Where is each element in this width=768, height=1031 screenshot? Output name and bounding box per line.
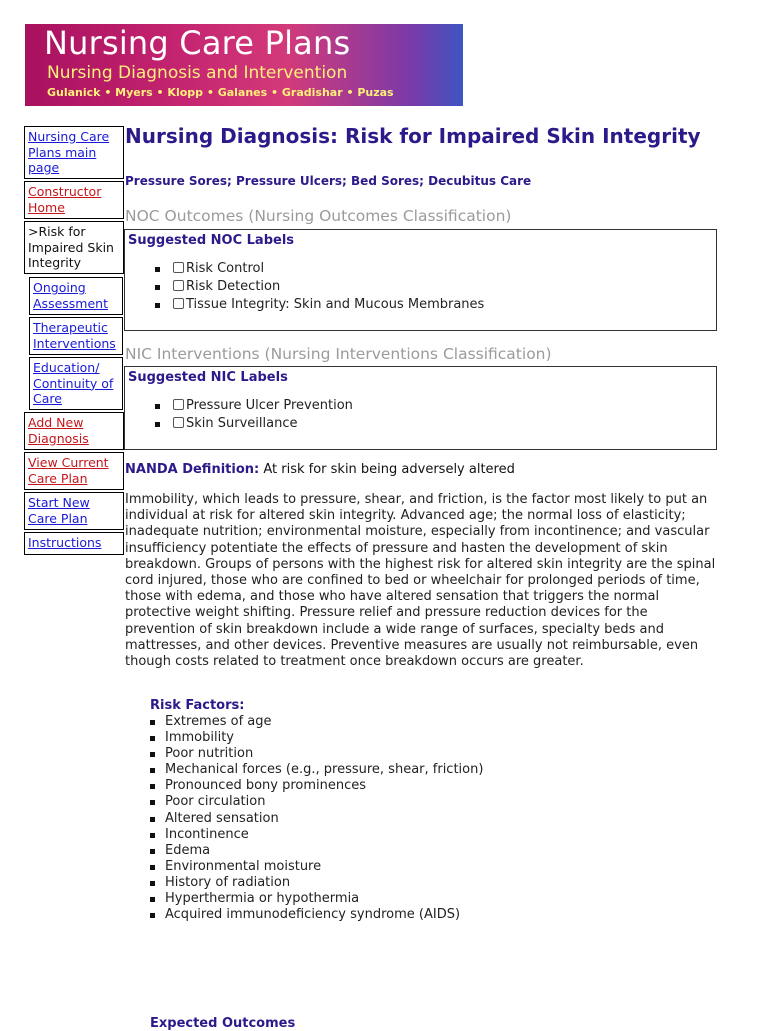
list-item: History of radiation [150, 875, 483, 891]
page-title: Nursing Diagnosis: Risk for Impaired Skin Integrity [125, 124, 701, 148]
nanda-label: NANDA Definition: [125, 462, 260, 477]
sidebar-item-start-new[interactable] [24, 492, 124, 530]
banner-logo [25, 24, 463, 106]
nic-list [125, 397, 353, 433]
instructions-link[interactable]: Instructions [28, 535, 102, 550]
page-subtitle: Pressure Sores; Pressure Ulcers; Bed Sores; Decubitus Care [125, 174, 532, 188]
add-new-diagnosis-link[interactable]: Add New Diagnosis [28, 415, 89, 446]
noc-item-label: Risk Control [186, 261, 265, 276]
view-current-link[interactable]: View Current Care Plan [28, 455, 109, 486]
sidebar-item-main-page[interactable] [24, 126, 124, 179]
banner-authors: Gulanick • Myers • Klopp • Galanes • Gradishar • Puzas [47, 86, 394, 99]
nic-panel [124, 366, 717, 450]
checkbox-icon[interactable] [173, 262, 184, 273]
noc-heading: NOC Outcomes (Nursing Outcomes Classification) [125, 207, 512, 225]
list-item: Hyperthermia or hypothermia [150, 891, 483, 907]
checkbox-icon[interactable] [173, 399, 184, 410]
education-link[interactable]: Education/ Continuity of Care [33, 360, 114, 406]
sidebar-item-education[interactable] [29, 357, 123, 410]
noc-label: Suggested NOC Labels [128, 233, 295, 248]
nic-item-label: Pressure Ulcer Prevention [186, 398, 353, 413]
noc-item-label: Risk Detection [186, 279, 281, 294]
description-paragraph: Immobility, which leads to pressure, shear, and friction, is the factor most likely to put an individual at risk for altered skin integrity. Advanced age; the normal loss of elasticity; inadequate nutrition; environmental moisture, especially from incontinence; and vascular insufficiency potentiate the effects of pressure and hasten the development of skin breakdown. Groups of persons with the highest risk for altered skin integrity are the spinal cord injured, those who are confined to bed or wheelchair for prolonged periods of time, those with edema, and those who have altered sensation that triggers the normal protective weight shifting. Pressure relief and pressure reduction devices for the prevention of skin breakdown include a wide range of surfaces, specialty beds and mattresses, and other devices. Preventive measures are usually not reimbursable, even though costs related to treatment once breakdown occurs are greater. [125, 492, 716, 670]
nanda-text: At risk for skin being adversely altered [259, 462, 515, 477]
list-item: Mechanical forces (e.g., pressure, shear, friction) [150, 762, 483, 778]
risk-factors-list [150, 714, 483, 923]
nanda-definition [125, 462, 515, 477]
noc-item[interactable] [173, 278, 484, 296]
sidebar-item-instructions[interactable] [24, 532, 124, 555]
list-item: Altered sensation [150, 811, 483, 827]
sidebar-item-constructor-home[interactable] [24, 181, 124, 219]
risk-factors-title: Risk Factors: [150, 698, 245, 713]
nic-label: Suggested NIC Labels [128, 370, 288, 385]
checkbox-icon[interactable] [173, 280, 184, 291]
sidebar-item-current-diagnosis [24, 221, 124, 274]
list-item: Pronounced bony prominences [150, 778, 483, 794]
list-item: Environmental moisture [150, 859, 483, 875]
main-page-link[interactable]: Nursing Care Plans main page [28, 129, 110, 175]
noc-item[interactable] [173, 296, 484, 314]
noc-list [125, 260, 484, 314]
noc-item-label: Tissue Integrity: Skin and Mucous Membranes [186, 297, 485, 312]
list-item: Immobility [150, 730, 483, 746]
list-item: Extremes of age [150, 714, 483, 730]
sidebar-item-ongoing-assessment[interactable] [29, 277, 123, 315]
sidebar-item-add-new-diagnosis[interactable] [24, 412, 124, 450]
nic-item-label: Skin Surveillance [186, 416, 298, 431]
nic-heading: NIC Interventions (Nursing Interventions Classification) [125, 345, 552, 363]
list-item: Incontinence [150, 827, 483, 843]
sidebar-item-therapeutic-interventions[interactable] [29, 317, 123, 355]
ongoing-assessment-link[interactable]: Ongoing Assessment [33, 280, 108, 311]
list-item: Edema [150, 843, 483, 859]
current-diagnosis-label: >Risk for Impaired Skin Integrity [28, 224, 114, 270]
noc-item[interactable] [173, 260, 484, 278]
nic-item[interactable] [173, 415, 353, 433]
checkbox-icon[interactable] [173, 298, 184, 309]
list-item: Poor nutrition [150, 746, 483, 762]
list-item: Acquired immunodeficiency syndrome (AIDS) [150, 907, 483, 923]
banner-title: Nursing Care Plans [44, 24, 351, 62]
noc-panel [124, 229, 717, 331]
list-item: Poor circulation [150, 794, 483, 810]
start-new-link[interactable]: Start New Care Plan [28, 495, 90, 526]
therapeutic-interventions-link[interactable]: Therapeutic Interventions [33, 320, 116, 351]
banner-subtitle: Nursing Diagnosis and Intervention [47, 63, 348, 83]
expected-outcomes-title: Expected Outcomes [150, 1016, 296, 1031]
nic-item[interactable] [173, 397, 353, 415]
sidebar-item-view-current[interactable] [24, 452, 124, 490]
checkbox-icon[interactable] [173, 417, 184, 428]
constructor-home-link[interactable]: Constructor Home [28, 184, 102, 215]
